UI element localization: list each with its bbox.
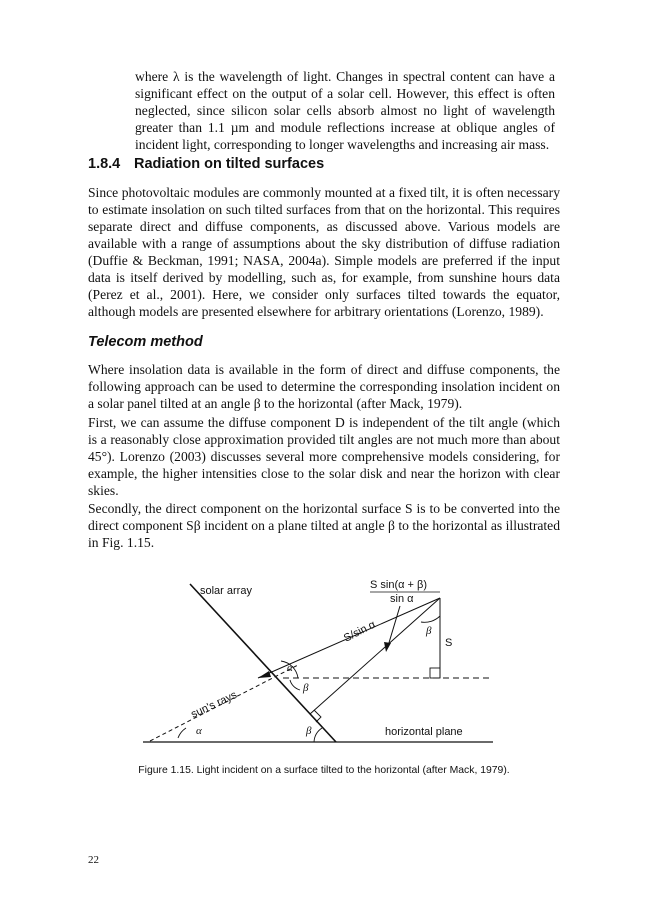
section-heading <box>88 156 324 172</box>
figure-caption: Figure 1.15. Light incident on a surface tilted to the horizontal (after Mack, 1979). <box>138 765 510 776</box>
label-s-over-sin: S/sin α <box>341 618 378 645</box>
subsection-heading: Telecom method <box>88 334 203 350</box>
label-alpha-panel: α <box>287 662 293 674</box>
section-paragraph: Since photovoltaic modules are commonly mounted at a fixed tilt, it is often necessary to estimate insolation on such tilted surfaces from that on the horizontal. This requires separate direct and diffuse components, as discussed above. Various models are available with a range of assumptions about the sky distribution of diffuse radiation (Duffie & Beckman, 1991; NASA, 2004a). Simple models are preferred if the input data is itself derived by modelling, such as, for example, from sunshine hours data (Perez et al., 2001). Here, we consider only surfaces tilted towards the equator, although models are presented elsewhere for arbitrary orientations (Lorenzo, 1989). <box>88 185 560 319</box>
intro-paragraph: where λ is the wavelength of light. Changes in spectral content can have a significant effect on the output of a solar cell. However, this effect is often neglected, since silicon solar cells absorb almost no light of wavelength greater than 1.1 µm and module reflections increase at oblique angles of incident light, corresponding to longer wavelengths and increasing air mass. <box>135 69 555 152</box>
ray-arrowhead-left <box>258 671 271 678</box>
beta-arc-ground <box>314 728 322 742</box>
label-beta-ground: β <box>306 725 312 737</box>
figure-diagram <box>138 570 508 750</box>
label-formula-denominator: sin α <box>390 593 414 605</box>
telecom-paragraph-3: Secondly, the direct component on the horizontal surface S is to be converted into the direct component Sβ incident on a plane tilted at angle β to the horizontal as illustrated in Fig. 1.15. <box>88 501 560 550</box>
label-suns-rays: sun's rays <box>189 689 239 721</box>
telecom-paragraph-1: Where insolation data is available in the form of direct and diffuse components, the following approach can be used to determine the corresponding insolation incident on a solar panel tilted at an angle β to the horizontal (after Mack, 1979). <box>88 362 560 411</box>
label-formula-numerator: S sin(α + β) <box>370 579 428 591</box>
normal-ray <box>310 598 440 714</box>
label-alpha-ground: α <box>196 725 202 737</box>
beta-arc-panel <box>290 680 300 690</box>
page-number: 22 <box>88 854 99 866</box>
label-solar-array: solar array <box>200 585 252 597</box>
beta-arc-top <box>421 616 440 622</box>
label-s: S <box>445 637 453 649</box>
figure-tilted-surface <box>138 570 508 750</box>
formula-arrowhead <box>384 642 391 652</box>
solar-array-line <box>190 584 336 742</box>
right-angle-s <box>430 668 440 678</box>
alpha-arc-ground <box>178 728 186 738</box>
label-beta-panel: β <box>303 682 309 694</box>
telecom-paragraph-2: First, we can assume the diffuse component D is independent of the tilt angle (which is a reasonably close approximation provided tilt angles are not much more than about 45°). Lorenzo (2003) discusses several more comprehensive models considering, for example, the higher intensities close to the solar disk and near the horizon with clear skies. <box>88 415 560 498</box>
label-horizontal-plane: horizontal plane <box>385 726 463 738</box>
section-number: 1.8.4 <box>88 156 121 172</box>
label-beta-top: β <box>426 625 432 637</box>
section-title: Radiation on tilted surfaces <box>134 156 325 172</box>
formula-pointer <box>388 606 400 646</box>
